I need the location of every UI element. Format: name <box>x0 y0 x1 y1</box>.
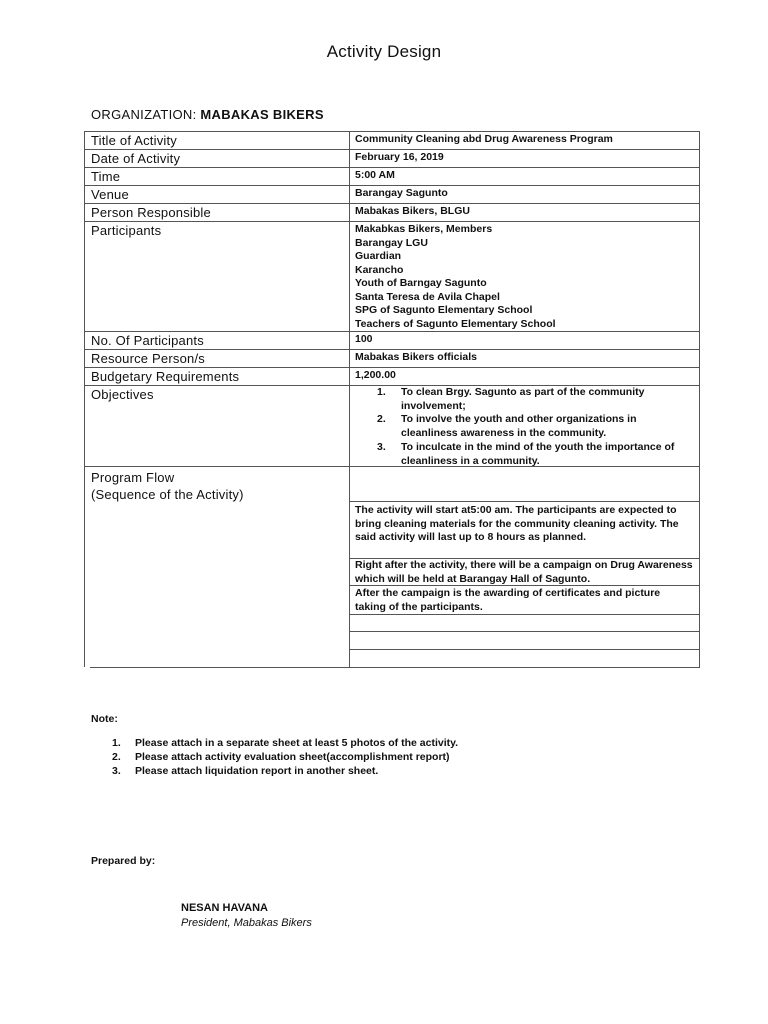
signer-title: President, Mabakas Bikers <box>181 917 312 929</box>
list-item: SPG of Sagunto Elementary School <box>355 304 533 316</box>
date-of-activity-label: Date of Activity <box>91 151 181 166</box>
participants-list <box>355 223 693 331</box>
list-item: Barangay LGU <box>355 236 428 249</box>
table-rule <box>84 185 700 186</box>
title-of-activity-label: Title of Activity <box>91 133 177 148</box>
list-number: 3. <box>377 440 386 453</box>
table-rule <box>349 649 700 650</box>
budgetary-requirements-label: Budgetary Requirements <box>91 369 240 384</box>
table-rule <box>349 131 350 667</box>
list-item <box>112 736 458 750</box>
date-of-activity-value: February 16, 2019 <box>355 151 444 163</box>
activity-table <box>84 131 700 669</box>
program-flow-step: After the campaign is the awarding of certificates and picture taking of the participants. <box>355 587 661 613</box>
list-item <box>355 441 693 468</box>
list-number: 1. <box>377 386 386 398</box>
list-text: To involve the youth and other organizations in cleanliness awareness in the community. <box>401 413 637 440</box>
objectives-label: Objectives <box>91 387 154 402</box>
list-item: Karancho <box>355 263 404 276</box>
table-rule <box>699 131 700 668</box>
signer-name: NESAN HAVANA <box>181 902 268 914</box>
list-item <box>112 750 458 764</box>
list-text: To clean Brgy. Sagunto as part of the community involvement; <box>401 386 645 412</box>
note-label: Note: <box>91 713 118 725</box>
organization-line <box>91 107 324 122</box>
organization-label: ORGANIZATION: <box>91 107 197 122</box>
participants-label: Participants <box>91 223 162 238</box>
table-rule <box>84 167 700 168</box>
program-flow-step: The activity will start at5:00 am. The participants are expected to bring cleaning materials for the community cleaning activity. The said activity will last up to 8 hours as planned. <box>355 504 679 543</box>
list-text: Please attach liquidation report in another sheet. <box>135 765 379 777</box>
number-of-participants-value: 100 <box>355 333 373 345</box>
program-flow-sublabel: (Sequence of the Activity) <box>91 487 244 502</box>
list-item: Guardian <box>355 250 402 262</box>
table-rule <box>349 614 700 615</box>
list-item <box>355 413 693 440</box>
list-number: 1. <box>112 737 121 749</box>
program-flow-label: Program Flow <box>91 470 175 485</box>
program-flow-step: Right after the activity, there will be a campaign on Drug Awareness which will be held at Barangay Hall of Sagunto. <box>355 559 693 585</box>
list-text: To inculcate in the mind of the youth the importance of cleanliness in a community. <box>401 440 675 467</box>
table-rule <box>349 631 700 632</box>
list-item: Makabkas Bikers, Members <box>355 223 493 235</box>
venue-label: Venue <box>91 187 129 202</box>
venue-value: Barangay Sagunto <box>355 187 448 199</box>
budgetary-requirements-value: 1,200.00 <box>355 369 396 381</box>
table-rule <box>349 501 700 502</box>
organization-name: MABAKAS BIKERS <box>200 107 324 122</box>
table-rule <box>84 131 85 667</box>
number-of-participants-label: No. Of Participants <box>91 333 204 348</box>
table-rule <box>84 221 700 222</box>
list-text: Please attach in a separate sheet at least 5 photos of the activity. <box>135 737 459 749</box>
prepared-by-label: Prepared by: <box>91 855 156 867</box>
list-number: 2. <box>112 751 121 763</box>
title-of-activity-value: Community Cleaning abd Drug Awareness Program <box>355 133 613 145</box>
notes-list <box>112 736 458 778</box>
list-number: 3. <box>112 765 121 777</box>
list-text: Please attach activity evaluation sheet(accomplishment report) <box>135 751 450 763</box>
time-label: Time <box>91 169 121 184</box>
resource-person-label: Resource Person/s <box>91 351 205 366</box>
person-responsible-label: Person Responsible <box>91 205 211 220</box>
objectives-list <box>355 386 693 468</box>
list-item <box>112 764 458 778</box>
list-item: Santa Teresa de Avila Chapel <box>355 290 500 303</box>
table-rule <box>90 667 700 668</box>
list-item: Teachers of Sagunto Elementary School <box>355 317 556 330</box>
time-value: 5:00 AM <box>355 169 395 181</box>
resource-person-value: Mabakas Bikers officials <box>355 351 477 363</box>
person-responsible-value: Mabakas Bikers, BLGU <box>355 205 470 217</box>
list-number: 2. <box>377 413 386 426</box>
page-title: Activity Design <box>326 42 442 61</box>
list-item <box>355 386 693 413</box>
list-item: Youth of Barngay Sagunto <box>355 277 487 289</box>
